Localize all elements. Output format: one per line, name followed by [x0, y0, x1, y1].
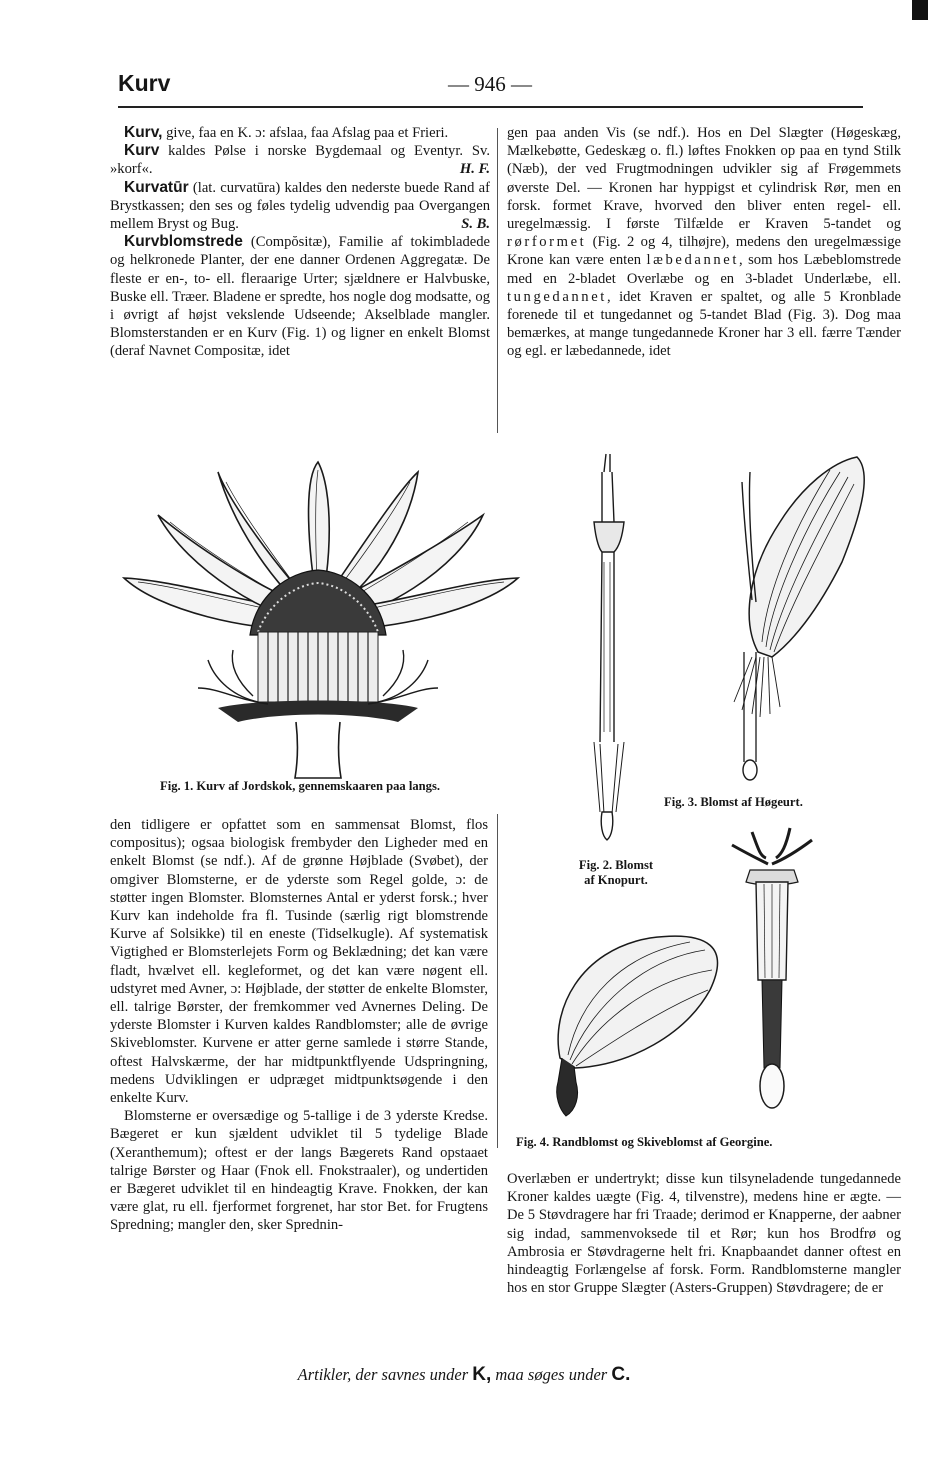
right-top-paragraph: gen paa anden Vis (se ndf.). Hos en Del Slægter (Høgeskæg, Mælkebøtte, Gedeskæg o. fl.) løftes Fnokken op paa en tynd Stilk (Næb), der ved Frugtmodningen udvikler sig af Frøgemmets øverste Del. — Kronen har hyppigst et cylindrisk Rør, men en forsk. formet Krave, hvorved den bliver enten regel- ell. uregelmæssig. I første Tilfælde er Kraven 5-tandet og rørformet (Fig. 2 og 4, tilhøjre), medens den uregelmæssige Krone kan være enten læbedannet, som hos Læbeblomstrede med en 2-bladet Overlæbe og en 3-bladet Underlæbe, ell. tungedannet, idet Kraven er spaltet, og alle 5 Kronblade forenede til et tungedannet og 5-tandet Blad (Fig. 3). Dog maa bemærkes, at mange tungedannede Kroner har 3 ell. færre Tænder og egl. er læbedannede, idet — [507, 125, 901, 360]
fig1-illustration — [118, 460, 523, 782]
header-word: Kurv — [118, 70, 171, 96]
column-divider-top — [497, 128, 498, 433]
signature: H. F. — [459, 161, 490, 178]
fig4-illustration — [520, 820, 860, 1132]
caption-fig1: Fig. 1. Kurv af Jordskok, gennemskaaren paa langs. — [160, 779, 441, 793]
footer-note: Artikler, der savnes under K, maa søges under C. — [297, 1364, 631, 1385]
page-number: — 946 — — [448, 72, 532, 96]
caption-fig4: Fig. 4. Randblomst og Skiveblomst af Georgine. — [516, 1135, 773, 1149]
fig3-illustration — [722, 452, 882, 784]
left-column-bottom — [110, 816, 488, 1235]
left-column-top — [110, 124, 490, 361]
page-corner-mark — [912, 0, 928, 20]
left-bottom-paragraph-2: Blomsterne er oversædige og 5-tallige i de 3 yderste Kredse. Bægeret er kun sjældent udviklet til 5 tydelige Blade (Xeranthemum); oftest er der langs Bægerets Rand opstaaet talrige Børster og Haar (Fnok ell. Fnokstraaler), og undertiden er Bægeret udviklet til en hindeagtig Krave. Fnokken, der kan være glat, ru ell. fjerformet forgrenet, har stor Bet. for Frugtens Spredning; mangler den, sker Sprednin- — [110, 1108, 488, 1234]
fig2-illustration — [582, 452, 634, 852]
signature: S. B. — [461, 216, 490, 233]
caption-fig3: Fig. 3. Blomst af Høgeurt. — [664, 795, 803, 809]
column-divider-bottom — [497, 814, 498, 1148]
entry-kurv-give: Kurv, give, faa en K. ɔ: afslaa, faa Afslag paa et Frieri. — [124, 124, 449, 141]
right-column-top — [507, 124, 901, 361]
entry-kurv-polse: Kurv kaldes Pølse i norske Bygdemaal og Eventyr. Sv. »korf«. H. F. — [110, 142, 490, 178]
left-bottom-paragraph-1: den tidligere er opfattet som en sammensat Blomst, flos compositus); ogsaa biologisk frembyder den Ligheder med en enkelt Blomst (se ndf.). Af de grønne Højblade (Svøbet), der omgiver Blomsterne, er de yderste som Regel golde, ɔ: de støtter ingen Blomster. Blomsternes Antal er yderst forsk.; hver Kurv kan indeholde fra fl. Tusinde (særlig rigt blomstrende Kurve af Solsikke) til en eneste (Tidselkugle). Af systematisk Vigtighed er Blomsterlejets Form og Beklædning; det kan være fladt, hvælvet ell. kegleformet, og det kan være nøgent ell. udstyret med Avner, ɔ: Højblade, der støtter de enkelte Blomster, ell. talrige Børster, der fremkommer ved Avnernes Deling. De yderste Blomster i Kurven kaldes Randblomster; alle de øvrige Skiveblomster. Kurvene er atter gerne samlede i større Stande, oftest Halvskærme, der har midtpunktflyende Udspringning, medens Udviklingen er udpræget midtpunktsøgende i den enkelte Kurv. — [110, 817, 488, 1107]
right-bottom-paragraph: Overlæben er undertrykt; disse kun tilsyneladende tungedannede Kroner kaldes uægte (Fig. 4, tilvenstre), medens hine er ægte. — De 5 Støvdragere har fri Traade; derimod er Knapperne, der aabner sig indad, sammenvoksede til et Rør; kun hos Brodfrø og Ambrosia er Støvdragerne helt fri. Knapbaandet danner oftest en hindeagtig Forlængelse af forsk. Form. Randblomsterne mangler hos en stor Gruppe Slægter (Asters-Gruppen) Støvdragere; de er — [507, 1171, 901, 1297]
header-rule — [118, 106, 863, 108]
entry-kurvatur: Kurvatūr (lat. curvatūra) kaldes den nederste buede Rand af Brystkassen; den ses og føles tydelig udvendig paa Overgangen mellem Bryst og Bug. S. B. — [110, 178, 490, 233]
right-column-bottom — [507, 1170, 901, 1297]
entry-kurvblomstrede: Kurvblomstrede (Compŏsitæ), Familie af tokimbladede og helkronede Planter, der ene danner Ordenen Aggregatæ. De fleste er en-, to- ell. fleraarige Urter; sjældnere er Halvbuske, Buske ell. Træer. Bladene er spredte, hos nogle dog modsatte, og i øvrigt af højst vekslende Udseende; Akselblade mangler. Blomsterstanden er en Kurv (Fig. 1) og ligner en enkelt Blomst (deraf Navnet Compositæ, idet — [110, 233, 490, 360]
caption-fig2: Fig. 2. Blomst af Knopurt. — [578, 858, 654, 887]
